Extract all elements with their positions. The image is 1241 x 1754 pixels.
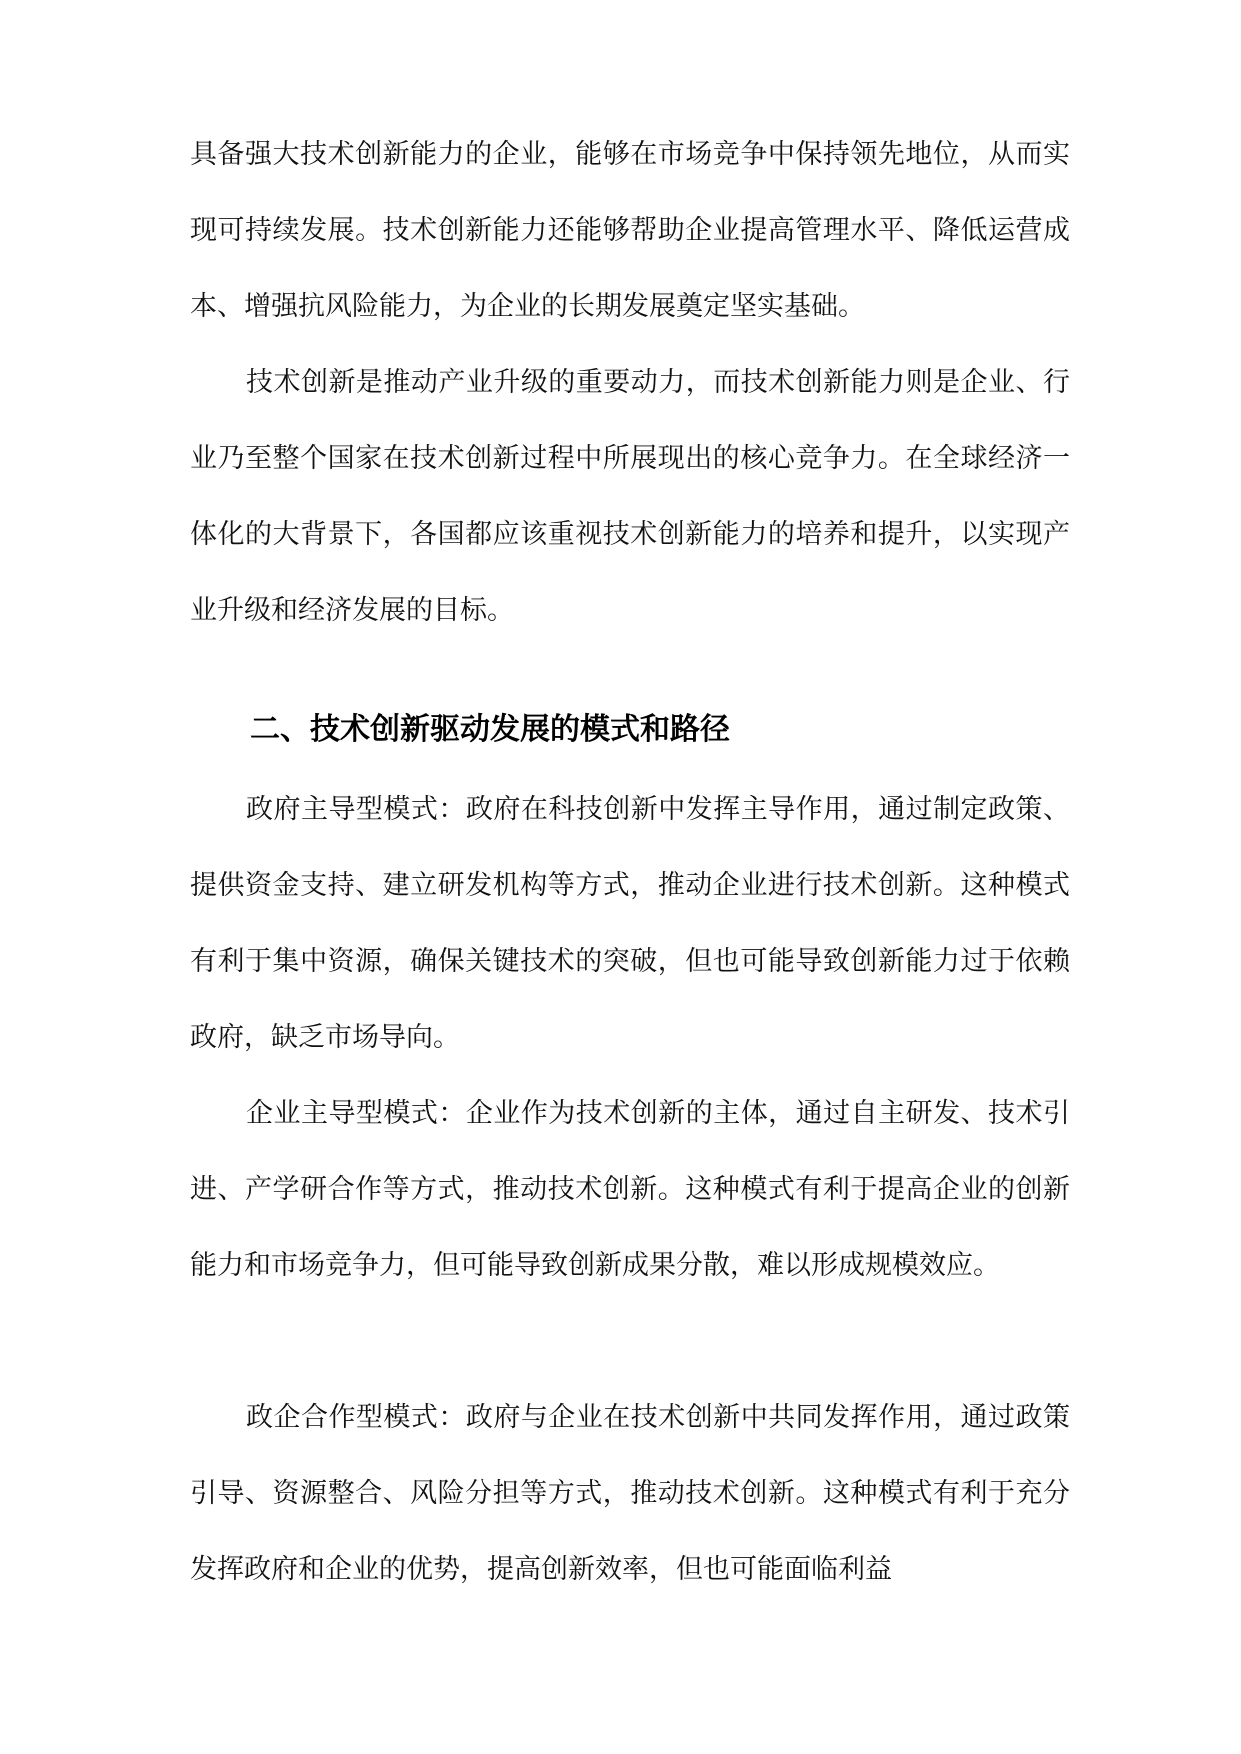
paragraph-industrial-upgrade: 技术创新是推动产业升级的重要动力，而技术创新能力则是企业、行业乃至整个国家在技术创新过程中所展现出的核心竞争力。在全球经济一体化的大背景下，各国都应该重视技术创新能力的培养和提升，以实现产业升级和经济发展的目标。 <box>190 367 1070 626</box>
section-heading: 二、技术创新驱动发展的模式和路径 <box>250 712 730 747</box>
paragraph-government-enterprise-cooperation-model: 政企合作型模式：政府与企业在技术创新中共同发挥作用，通过政策引导、资源整合、风险分担等方式，推动技术创新。这种模式有利于充分发挥政府和企业的优势，提高创新效率，但也可能面临利益 <box>190 1402 1070 1585</box>
paragraph-enterprise-led-model: 企业主导型模式：企业作为技术创新的主体，通过自主研发、技术引进、产学研合作等方式，推动技术创新。这种模式有利于提高企业的创新能力和市场竞争力，但可能导致创新成果分散，难以形成规模效应。 <box>190 1098 1070 1281</box>
paragraph-innovation-capability: 具备强大技术创新能力的企业，能够在市场竞争中保持领先地位，从而实现可持续发展。技术创新能力还能够帮助企业提高管理水平、降低运营成本、增强抗风险能力，为企业的长期发展奠定坚实基础。 <box>190 139 1070 322</box>
paragraph-government-led-model: 政府主导型模式：政府在科技创新中发挥主导作用，通过制定政策、提供资金支持、建立研发机构等方式，推动企业进行技术创新。这种模式有利于集中资源，确保关键技术的突破，但也可能导致创新能力过于依赖政府，缺乏市场导向。 <box>190 794 1070 1053</box>
